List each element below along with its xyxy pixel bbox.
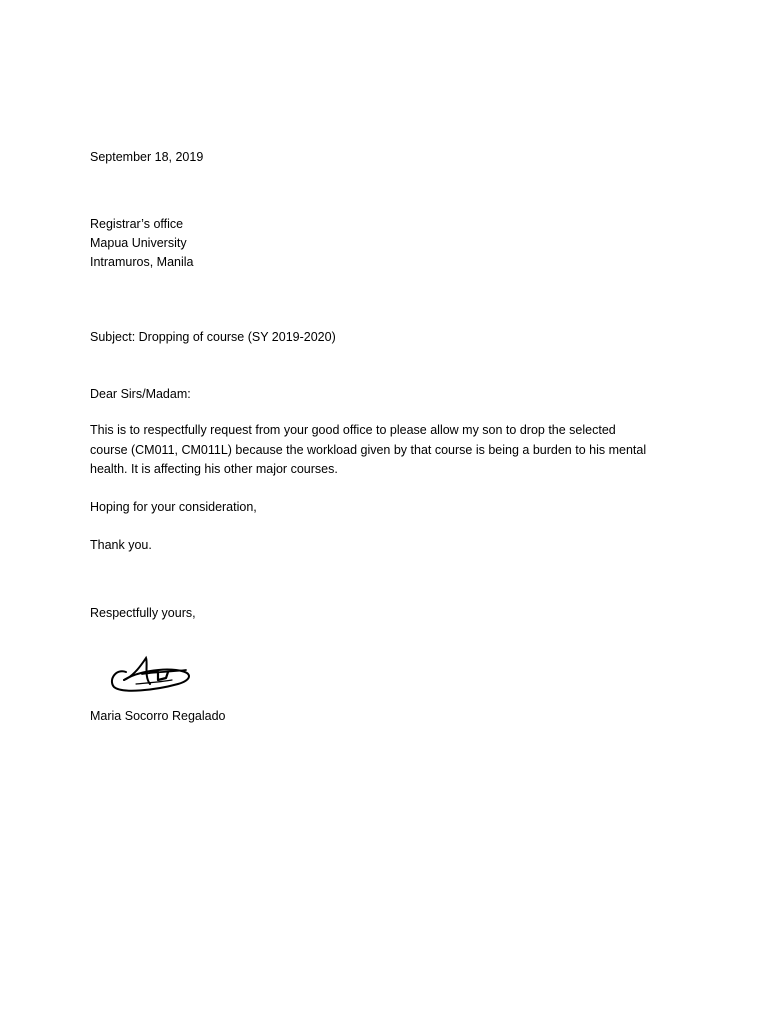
thank-you: Thank you.	[90, 538, 152, 552]
recipient-line-2: Mapua University	[90, 236, 187, 250]
closing-hope: Hoping for your consideration,	[90, 500, 257, 514]
letter-subject: Subject: Dropping of course (SY 2019-2020)	[90, 330, 336, 344]
valediction: Respectfully yours,	[90, 606, 196, 620]
salutation: Dear Sirs/Madam:	[90, 387, 191, 401]
body-line-3: health. It is affecting his other major courses.	[90, 462, 338, 476]
letter-body	[90, 421, 670, 480]
recipient-line-1: Registrar’s office	[90, 217, 184, 231]
body-line-2: course (CM011, CM011L) because the workload given by that course is being a burden to his mental	[90, 442, 647, 457]
letter-date: September 18, 2019	[90, 150, 204, 164]
sender-name: Maria Socorro Regalado	[90, 709, 226, 723]
recipient-line-3: Intramuros, Manila	[90, 255, 194, 269]
signature-image	[106, 650, 196, 700]
body-line-1: This is to respectfully request from your good office to please allow my son to drop the selected	[90, 423, 616, 437]
